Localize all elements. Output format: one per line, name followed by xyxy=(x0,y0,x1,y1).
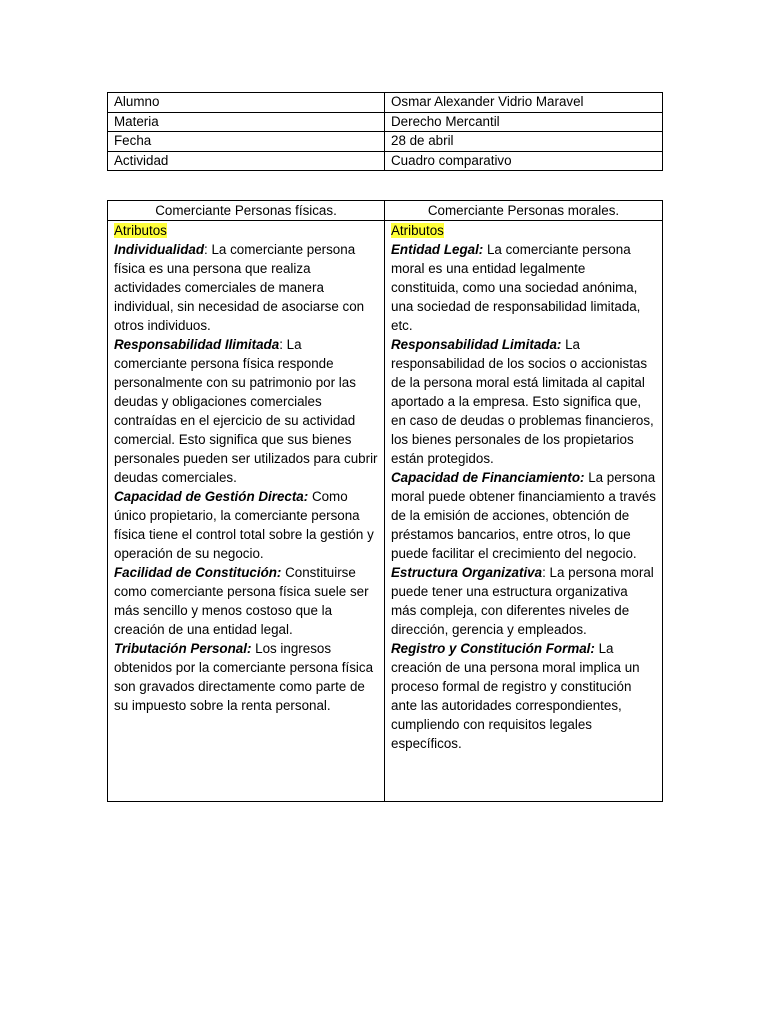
attribute-text: La comerciante persona física responde personalmente con su patrimonio por las deudas y obligaciones comerciales contraídas en el ejercicio de su actividad comercial. Esto significa que sus bienes personales pueden ser utilizados para cubrir deudas comerciales. xyxy=(114,337,378,485)
attribute-text: La persona moral puede tener una estructura organizativa más compleja, con diferentes niveles de dirección, gerencia y empleados. xyxy=(391,565,654,637)
attribute-item xyxy=(391,240,656,335)
attribute-separator: : xyxy=(204,242,208,257)
attribute-text: La persona moral puede obtener financiamiento a través de la emisión de acciones, obtención de préstamos bancarios, entre otros, lo que puede facilitar el crecimiento del negocio. xyxy=(391,470,656,561)
attribute-text: La responsabilidad de los socios o accionistas de la persona moral está limitada al capital aportado a la empresa. Esto significa que, en caso de deudas o problemas financieros, los bienes personales de los propietarios están protegidos. xyxy=(391,337,654,466)
attribute-item xyxy=(114,563,378,639)
attribute-name: Responsabilidad Limitada: xyxy=(391,337,562,352)
table-header-row xyxy=(108,201,663,221)
attribute-separator: : xyxy=(279,337,283,352)
table-row xyxy=(108,93,663,113)
attribute-item xyxy=(391,563,656,639)
table-row xyxy=(108,132,663,152)
info-label: Fecha xyxy=(108,132,385,152)
right-column-cell xyxy=(385,221,663,802)
column-header-right: Comerciante Personas morales. xyxy=(385,201,663,221)
attribute-name: Entidad Legal: xyxy=(391,242,484,257)
info-value: Osmar Alexander Vidrio Maravel xyxy=(385,93,663,113)
attribute-item xyxy=(391,639,656,753)
attribute-text: Constituirse como comerciante persona física suele ser más sencillo y menos costoso que la creación de una entidad legal. xyxy=(114,565,369,637)
table-row xyxy=(108,221,663,802)
attribute-item xyxy=(114,487,378,563)
info-label: Actividad xyxy=(108,151,385,171)
attribute-text: Como único propietario, la comerciante persona física tiene el control total sobre la gestión y operación de su negocio. xyxy=(114,489,374,561)
attribute-text: La creación de una persona moral implica un proceso formal de registro y constitución ante las autoridades correspondientes, cumpliendo con requisitos legales específicos. xyxy=(391,641,640,751)
info-value: Cuadro comparativo xyxy=(385,151,663,171)
info-value: 28 de abril xyxy=(385,132,663,152)
attribute-separator: : xyxy=(542,565,546,580)
attribute-name: Capacidad de Gestión Directa: xyxy=(114,489,309,504)
attribute-name: Responsabilidad Ilimitada xyxy=(114,337,280,352)
info-table xyxy=(107,92,663,171)
info-label: Alumno xyxy=(108,93,385,113)
attribute-name: Registro y Constitución Formal: xyxy=(391,641,595,656)
attribute-text: Los ingresos obtenidos por la comerciante persona física son gravados directamente como parte de su impuesto sobre la renta personal. xyxy=(114,641,374,713)
left-column-cell xyxy=(108,221,385,802)
attribute-item xyxy=(391,335,656,468)
table-row xyxy=(108,112,663,132)
section-title: Atributos xyxy=(391,223,444,238)
column-header-left: Comerciante Personas físicas. xyxy=(108,201,385,221)
attribute-name: Tributación Personal: xyxy=(114,641,252,656)
info-label: Materia xyxy=(108,112,385,132)
table-row xyxy=(108,151,663,171)
attribute-name: Capacidad de Financiamiento: xyxy=(391,470,585,485)
attribute-item xyxy=(114,335,378,487)
attribute-name: Individualidad xyxy=(114,242,205,257)
attribute-item xyxy=(114,240,378,335)
attribute-item xyxy=(391,468,656,563)
section-title: Atributos xyxy=(114,223,167,238)
comparison-table xyxy=(107,200,663,802)
attribute-item xyxy=(114,639,378,715)
attribute-name: Estructura Organizativa xyxy=(391,565,543,580)
info-value: Derecho Mercantil xyxy=(385,112,663,132)
attribute-text: La comerciante persona moral es una entidad legalmente constituida, como una sociedad anónima, una sociedad de responsabilidad limitada, etc. xyxy=(391,242,641,333)
attribute-name: Facilidad de Constitución: xyxy=(114,565,282,580)
attribute-text: La comerciante persona física es una persona que realiza actividades comerciales de manera individual, sin necesidad de asociarse con otros individuos. xyxy=(114,242,365,333)
